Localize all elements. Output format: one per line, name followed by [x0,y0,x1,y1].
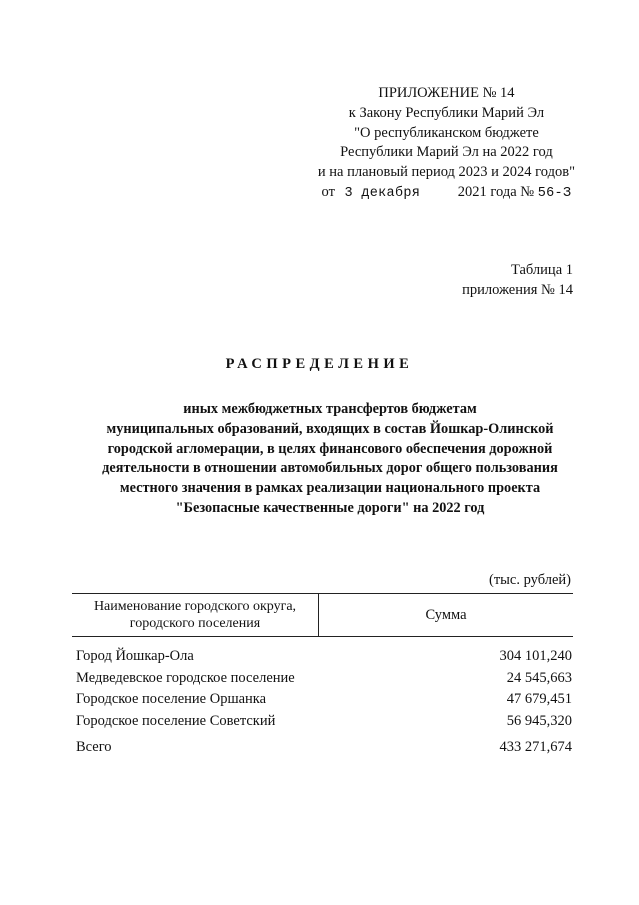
total-value: 433 271,674 [499,739,572,755]
subtitle-line: городской агломерации, в целях финансового обеспечения дорожной [107,440,553,457]
column-header-name-line: городского поселения [129,616,261,631]
document-title: РАСПРЕДЕЛЕНИЕ [225,356,414,372]
table-reference-line: Таблица 1 [510,262,573,278]
date-prefix: от [321,183,335,200]
column-header-name-line: Наименование городского округа, [93,599,297,614]
table-reference-line: приложения № 14 [462,282,573,298]
appendix-line: и на плановый период 2023 и 2024 годов" [317,164,575,181]
appendix-header [318,84,575,204]
column-header-name [72,594,319,636]
subtitle-line: "Безопасные качественные дороги" на 2022 год [175,499,485,516]
row-name: Городское поселение Оршанка [76,691,267,707]
document-subtitle [70,400,590,519]
subtitle-line: муниципальных образований, входящих в состав Йошкар-Олинской [106,420,554,437]
table-row [76,668,572,690]
appendix-line: Республики Марий Эл на 2022 год [340,144,553,161]
law-date: 3 декабря [344,185,421,201]
row-value: 56 945,320 [506,712,572,729]
table-header [72,593,573,637]
subtitle-line: местного значения в рамках реализации национального проекта [119,480,541,497]
column-header-sum: Сумма [425,606,467,623]
row-name: Городское поселение Советский [76,712,276,729]
appendix-line: к Закону Республики Марий Эл [348,104,545,121]
total-label: Всего [76,739,112,755]
table-body [76,646,572,759]
units-label: (тыс. рублей) [489,572,571,588]
row-name: Медведевское городское поселение [76,669,295,686]
appendix-line: ПРИЛОЖЕНИЕ № 14 [378,85,515,101]
table-total-row [76,737,572,759]
subtitle-line: иных межбюджетных трансфертов бюджетам [183,401,477,417]
table-reference [462,260,573,300]
subtitle-line: деятельности в отношении автомобильных дорог общего пользования [102,460,558,477]
table-row [76,646,572,668]
row-value: 24 545,663 [506,669,572,686]
appendix-line: "О республиканском бюджете [354,124,539,141]
table-row [76,711,572,733]
row-name: Город Йошкар-Ола [76,648,194,664]
law-year: 2021 года № [457,183,535,200]
law-number: 56-З [537,185,572,201]
law-date-line [318,183,575,204]
row-value: 304 101,240 [499,648,572,664]
table-row [76,689,572,711]
row-value: 47 679,451 [506,691,572,707]
